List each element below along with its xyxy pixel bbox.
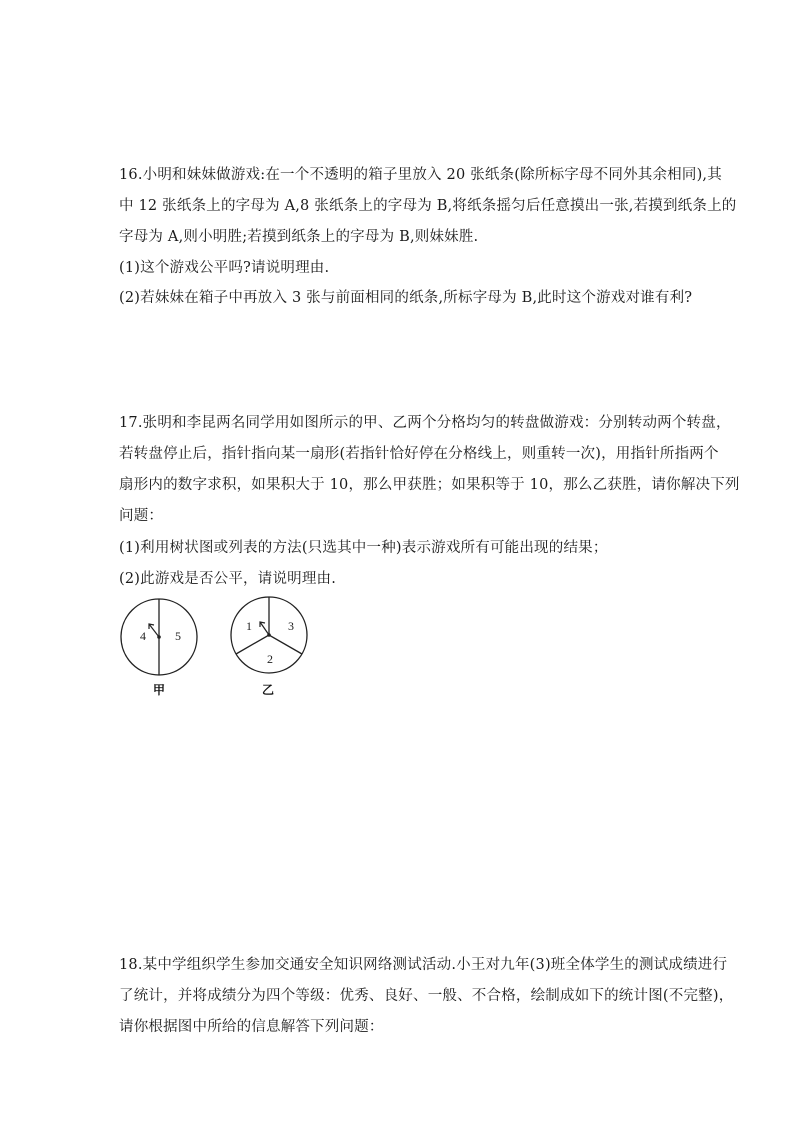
- problem-16-line: 中 12 张纸条上的字母为 A,8 张纸条上的字母为 B,将纸条摇匀后任意摸出一张,若摸到纸条上的: [119, 198, 737, 214]
- problem-18-line: 18.某中学组织学生参加交通安全知识网络测试活动.小王对九年(3)班全体学生的测试成绩进行: [119, 957, 728, 973]
- problem-17-question-2: (2)此游戏是否公平，请说明理由.: [119, 571, 337, 587]
- spinner-jia-sector-label: 4: [140, 629, 146, 643]
- spinner-diagram: [114, 597, 324, 705]
- spinner-yi-caption: 乙: [262, 683, 275, 697]
- problem-17-question-1: (1)利用树状图或列表的方法(只选其中一种)表示游戏所有可能出现的结果；: [119, 540, 608, 556]
- spinner-yi-sector-label: 3: [288, 619, 294, 633]
- problem-16-question-1: (1)这个游戏公平吗?请说明理由.: [119, 260, 330, 276]
- spinner-jia-pivot: [157, 635, 161, 639]
- problem-17-line: 17.张明和李昆两名同学用如图所示的甲、乙两个分格均匀的转盘做游戏：分别转动两个转盘，: [119, 415, 731, 431]
- spinner-yi-sector-label: 1: [246, 619, 252, 633]
- problem-16-question-2: (2)若妹妹在箱子中再放入 3 张与前面相同的纸条,所标字母为 B,此时这个游戏对谁有利?: [119, 290, 693, 306]
- problem-17-line: 扇形内的数字求积，如果积大于 10，那么甲获胜；如果积等于 10，那么乙获胜，请你解决下列: [119, 477, 740, 493]
- spinner-yi-divider: [269, 635, 302, 654]
- spinner-yi-sector-label: 2: [267, 652, 273, 666]
- spinner-yi-pivot: [267, 633, 271, 637]
- problem-18-line: 请你根据图中所给的信息解答下列问题：: [119, 1019, 384, 1035]
- problem-17-line: 问题：: [119, 508, 164, 524]
- problem-18-line: 了统计，并将成绩分为四个等级：优秀、良好、一般、不合格，绘制成如下的统计图(不完整)，: [119, 988, 734, 1004]
- spinner-yi-divider: [236, 635, 269, 654]
- problem-16-line: 字母为 A,则小明胜;若摸到纸条上的字母为 B,则妹妹胜.: [119, 229, 479, 245]
- problem-17-line: 若转盘停止后，指针指向某一扇形(若指针恰好停在分格线上，则重转一次)，用指针所指两个: [119, 446, 719, 462]
- spinner-yi: [231, 597, 307, 697]
- problem-16-line: 16.小明和妹妹做游戏:在一个不透明的箱子里放入 20 张纸条(除所标字母不同外其余相同),其: [119, 167, 722, 183]
- spinner-jia-caption: 甲: [153, 683, 166, 697]
- spinner-yi-pointer: [260, 622, 269, 635]
- spinner-jia: [121, 599, 197, 697]
- spinner-jia-pointer: [149, 624, 159, 637]
- spinner-figure: [114, 597, 324, 705]
- spinner-jia-sector-label: 5: [175, 629, 181, 643]
